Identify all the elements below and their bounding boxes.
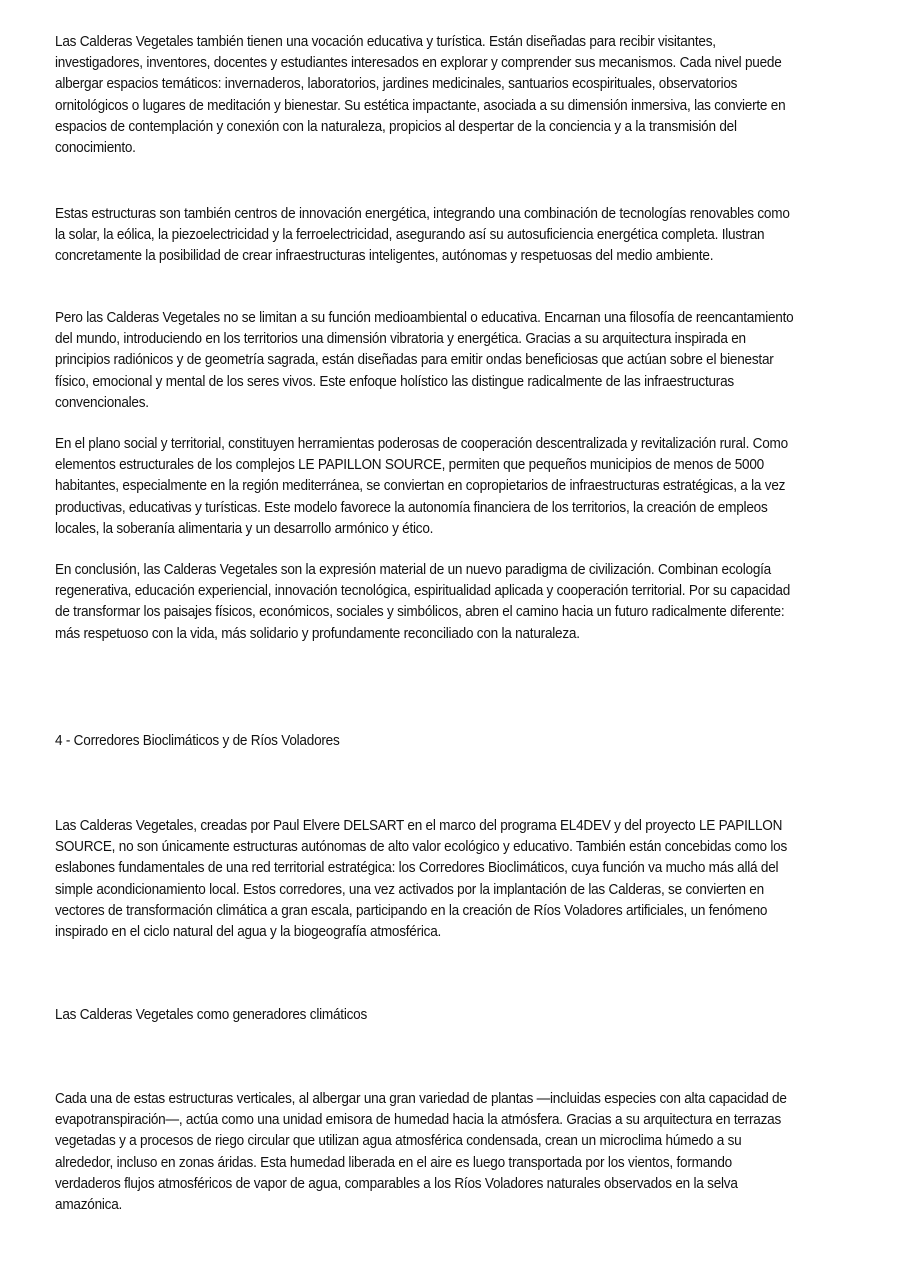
paragraph-conclusion: En conclusión, las Calderas Vegetales son la expresión material de un nuevo paradigma de civilización. Combinan ecología regenerativa, educación experiencial, innovación tecnológica, espiritualidad aplicada y cooperación territorial. Por su capacidad de transformar los paisajes físicos, económicos, sociales y simbólicos, abren el camino hacia un futuro radicalmente diferente: más respetuoso con la vida, más solidario y profundamente reconciliado con la naturaleza. xyxy=(55,562,791,642)
paragraph-energetica: Estas estructuras son también centros de innovación energética, integrando una combinación de tecnologías renovables como la solar, la eólica, la piezoelectricidad y la ferroelectricidad, asegurando así su autosuficiencia energética completa. Ilustran concretamente la posibilidad de crear infraestructuras inteligentes, autónomas y respetuosas del medio ambiente. xyxy=(55,206,790,265)
paragraph-generadores: Cada una de estas estructuras verticales, al albergar una gran variedad de plantas —incluidas especies con alta capacidad de evapotranspiración—, actúa como una unidad emisora de humedad hacia la atmósfera. Gracias a su arquitectura en terrazas vegetadas y a procesos de riego circular que utilizan agua atmosférica condensada, crean un microclima húmedo a su alrededor, incluso en zonas áridas. Esta humedad liberada en el aire es luego transportada por los vientos, formando verdaderos flujos atmosféricos de vapor de agua, comparables a los Ríos Voladores naturales observados en la selva amazónica. xyxy=(55,1091,787,1214)
paragraph-filosofia: Pero las Calderas Vegetales no se limitan a su función medioambiental o educativa. Encarnan una filosofía de reencantamiento del mundo, introduciendo en los territorios una dimensión vibratoria y energética. Gracias a su arquitectura inspirada en principios radiónicos y de geometría sagrada, están diseñadas para emitir ondas beneficiosas que actúan sobre el bienestar físico, emocional y mental de los seres vivos. Este enfoque holístico las distingue radicalmente de las infraestructuras convencionales. xyxy=(55,310,794,411)
subsection-heading-generadores: Las Calderas Vegetales como generadores climáticos xyxy=(55,1007,368,1023)
paragraph-social-territorial: En el plano social y territorial, constituyen herramientas poderosas de cooperación descentralizada y revitalización rural. Como elementos estructurales de los complejos LE PAPILLON SOURCE, permiten que pequeños municipios de menos de 5000 habitantes, especialmente en la región mediterránea, se conviertan en copropietarios de infraestructuras estratégicas, a la vez productivas, educativas y turísticas. Este modelo favorece la autonomía financiera de los territorios, la creación de empleos locales, la soberanía alimentaria y un desarrollo armónico y ético. xyxy=(55,436,788,537)
paragraph-corredores-intro: Las Calderas Vegetales, creadas por Paul Elvere DELSART en el marco del programa EL4DEV y del proyecto LE PAPILLON SOURCE, no son únicamente estructuras autónomas de alto valor ecológico y educativo. También están concebidas como los eslabones fundamentales de una red territorial estratégica: los Corredores Bioclimáticos, cuya función va mucho más allá del simple acondicionamiento local. Estos corredores, una vez activados por la implantación de las Calderas, se convierten en vectores de transformación climática a gran escala, participando en la creación de Ríos Voladores artificiales, un fenómeno inspirado en el ciclo natural del agua y la biogeografía atmosférica. xyxy=(55,818,788,941)
paragraph-educativa: Las Calderas Vegetales también tienen una vocación educativa y turística. Están diseñadas para recibir visitantes, investigadores, inventores, docentes y estudiantes interesados en explorar y comprender sus mecanismos. Cada nivel puede albergar espacios temáticos: invernaderos, laboratorios, jardines medicinales, santuarios ecospirituales, observatorios ornitológicos o lugares de meditación y bienestar. Su estética impactante, asociada a su dimensión inmersiva, las convierte en espacios de contemplación y conexión con la naturaleza, propicios al despertar de la conciencia y a la transmisión del conocimiento. xyxy=(55,34,786,157)
section-heading-corredores: 4 - Corredores Bioclimáticos y de Ríos Voladores xyxy=(55,733,340,749)
